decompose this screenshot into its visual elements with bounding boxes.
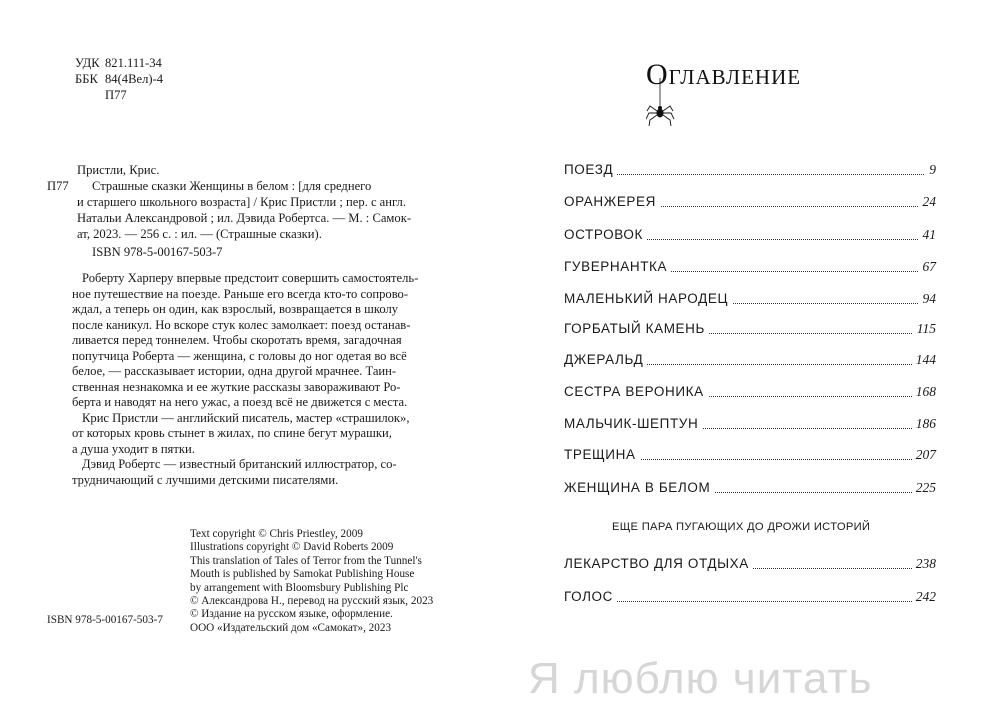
- toc-entry[interactable]: [564, 384, 936, 406]
- udk-label: УДК: [75, 56, 100, 70]
- copyright-line: Mouth is published by Samokat Publishing House: [190, 568, 415, 581]
- annotation-line: Роберту Харперу впервые предстоит совершить самостоятель-: [82, 271, 419, 285]
- toc-entry[interactable]: [564, 194, 936, 216]
- annotation-line: ственная незнакомка и ее жуткие рассказы завораживают Ро-: [72, 379, 401, 394]
- annotation-line: после каникул. Но вскоре стук колес замолкает: поезд останав-: [72, 317, 411, 332]
- toc-entry[interactable]: [564, 556, 936, 578]
- udk-value: 821.111-34: [105, 56, 162, 70]
- spider-icon: [646, 78, 676, 128]
- toc-entry[interactable]: [564, 352, 936, 374]
- toc-page: 94: [919, 291, 937, 307]
- leader-dots: [564, 601, 936, 602]
- annotation-line: ное путешествие на поезде. Раньше его всегда кто-то сопрово-: [72, 286, 409, 301]
- toc-entry[interactable]: [564, 259, 936, 281]
- toc-title: ОРАНЖЕРЕЯ: [564, 194, 660, 209]
- bib-line: Страшные сказки Женщины в белом : [для среднего: [92, 179, 372, 193]
- toc-entry[interactable]: [564, 321, 936, 343]
- toc-entry[interactable]: [564, 291, 936, 313]
- annotation-line: берта и наводят на него ужас, а поезд всё не движется с места.: [72, 395, 408, 409]
- toc-title: ПОЕЗД: [564, 162, 617, 177]
- annotation-line: попутчица Роберта — женщина, с головы до ног одетая во всё: [72, 348, 407, 363]
- copyright-line: This translation of Tales of Terror from the Tunnel's: [190, 554, 422, 567]
- toc-entry[interactable]: [564, 162, 936, 184]
- toc-title: МАЛЕНЬКИЙ НАРОДЕЦ: [564, 291, 732, 306]
- toc-page: 225: [912, 480, 936, 496]
- toc-entry[interactable]: [564, 480, 936, 502]
- author-heading: Пристли, Крис.: [77, 163, 160, 177]
- annotation: [72, 271, 442, 488]
- toc-title: ГУВЕРНАНТКА: [564, 259, 671, 274]
- toc-title: ГОЛОС: [564, 589, 617, 604]
- annotation-line: ждал, а теперь он один, как взрослый, возвращается в школу: [72, 302, 399, 316]
- copyright-line: by arrangement with Bloomsbury Publishing Plc: [190, 581, 409, 594]
- toc-page: 41: [919, 227, 937, 243]
- toc-page: 9: [925, 162, 936, 178]
- contents-title: Оглавление: [646, 58, 802, 91]
- bib-code: П77: [47, 179, 69, 193]
- toc-entry[interactable]: [564, 416, 936, 438]
- toc-page: 168: [912, 384, 936, 400]
- toc-page: 242: [912, 589, 936, 605]
- toc-page: 115: [913, 321, 936, 337]
- toc-page: 207: [912, 447, 936, 463]
- isbn-bottom: ISBN 978-5-00167-503-7: [47, 614, 163, 626]
- annotation-line: трудничающий с лучшими детскими писателями.: [72, 472, 339, 487]
- toc-page: 238: [912, 556, 936, 572]
- annotation-line: а душа уходит в пятки.: [72, 441, 195, 456]
- toc-page: 24: [919, 194, 937, 210]
- copyright-line: © Александрова Н., перевод на русский язык, 2023: [190, 595, 434, 608]
- bbk-label: ББК: [75, 72, 98, 86]
- leader-dots: [564, 174, 936, 175]
- copyright-block: [190, 528, 433, 635]
- toc-entry[interactable]: [564, 589, 936, 611]
- annotation-line: ливается перед тоннелем. Чтобы скоротать время, загадочная: [72, 333, 402, 347]
- toc-title: ЛЕКАРСТВО ДЛЯ ОТДЫХА: [564, 556, 753, 571]
- bib-line: и старшего школьного возраста] / Крис Пристли ; пер. с англ.: [77, 195, 406, 209]
- toc-page: 67: [919, 259, 937, 275]
- toc-entry[interactable]: [564, 227, 936, 249]
- watermark: Я люблю читать: [528, 654, 873, 703]
- toc-entry[interactable]: [564, 447, 936, 469]
- annotation-line: Дэвид Робертс — известный британский иллюстратор, со-: [82, 457, 397, 471]
- toc-title: ОСТРОВОК: [564, 227, 647, 242]
- extra-stories-heading: ЕЩЕ ПАРА ПУГАЮЩИХ ДО ДРОЖИ ИСТОРИЙ: [612, 521, 871, 533]
- bib-line: Натальи Александровой ; ил. Дэвида Робертса. — М. : Самок-: [77, 211, 412, 225]
- toc-title: ГОРБАТЫЙ КАМЕНЬ: [564, 321, 709, 336]
- toc-title: ТРЕЩИНА: [564, 447, 640, 462]
- bib-line: ат, 2023. — 256 с. : ил. — (Страшные сказки).: [77, 227, 322, 241]
- bbk-value: 84(4Вел)-4: [105, 72, 164, 86]
- copyright-line: © Издание на русском языке, оформление.: [190, 608, 393, 621]
- copyright-line: ООО «Издательский дом «Самокат», 2023: [190, 621, 392, 634]
- author-mark: П77: [105, 88, 127, 102]
- copyright-line: Text copyright © Chris Priestley, 2009: [190, 528, 363, 540]
- isbn-top: ISBN 978-5-00167-503-7: [92, 245, 223, 259]
- annotation-line: Крис Пристли — английский писатель, мастер «страшилок»,: [82, 410, 410, 425]
- toc-title: СЕСТРА ВЕРОНИКА: [564, 384, 708, 399]
- toc-title: ЖЕНЩИНА В БЕЛОМ: [564, 480, 714, 495]
- toc-title: МАЛЬЧИК-ШЕПТУН: [564, 416, 702, 431]
- annotation-line: белое, — рассказывает истории, одна другой мрачнее. Таин-: [72, 364, 397, 378]
- toc-page: 186: [912, 416, 936, 432]
- toc-title: ДЖЕРАЛЬД: [564, 352, 647, 367]
- copyright-line: Illustrations copyright © David Roberts 2009: [190, 541, 394, 554]
- annotation-line: от которых кровь стынет в жилах, по спине бегут мурашки,: [72, 426, 392, 440]
- toc-page: 144: [912, 352, 936, 368]
